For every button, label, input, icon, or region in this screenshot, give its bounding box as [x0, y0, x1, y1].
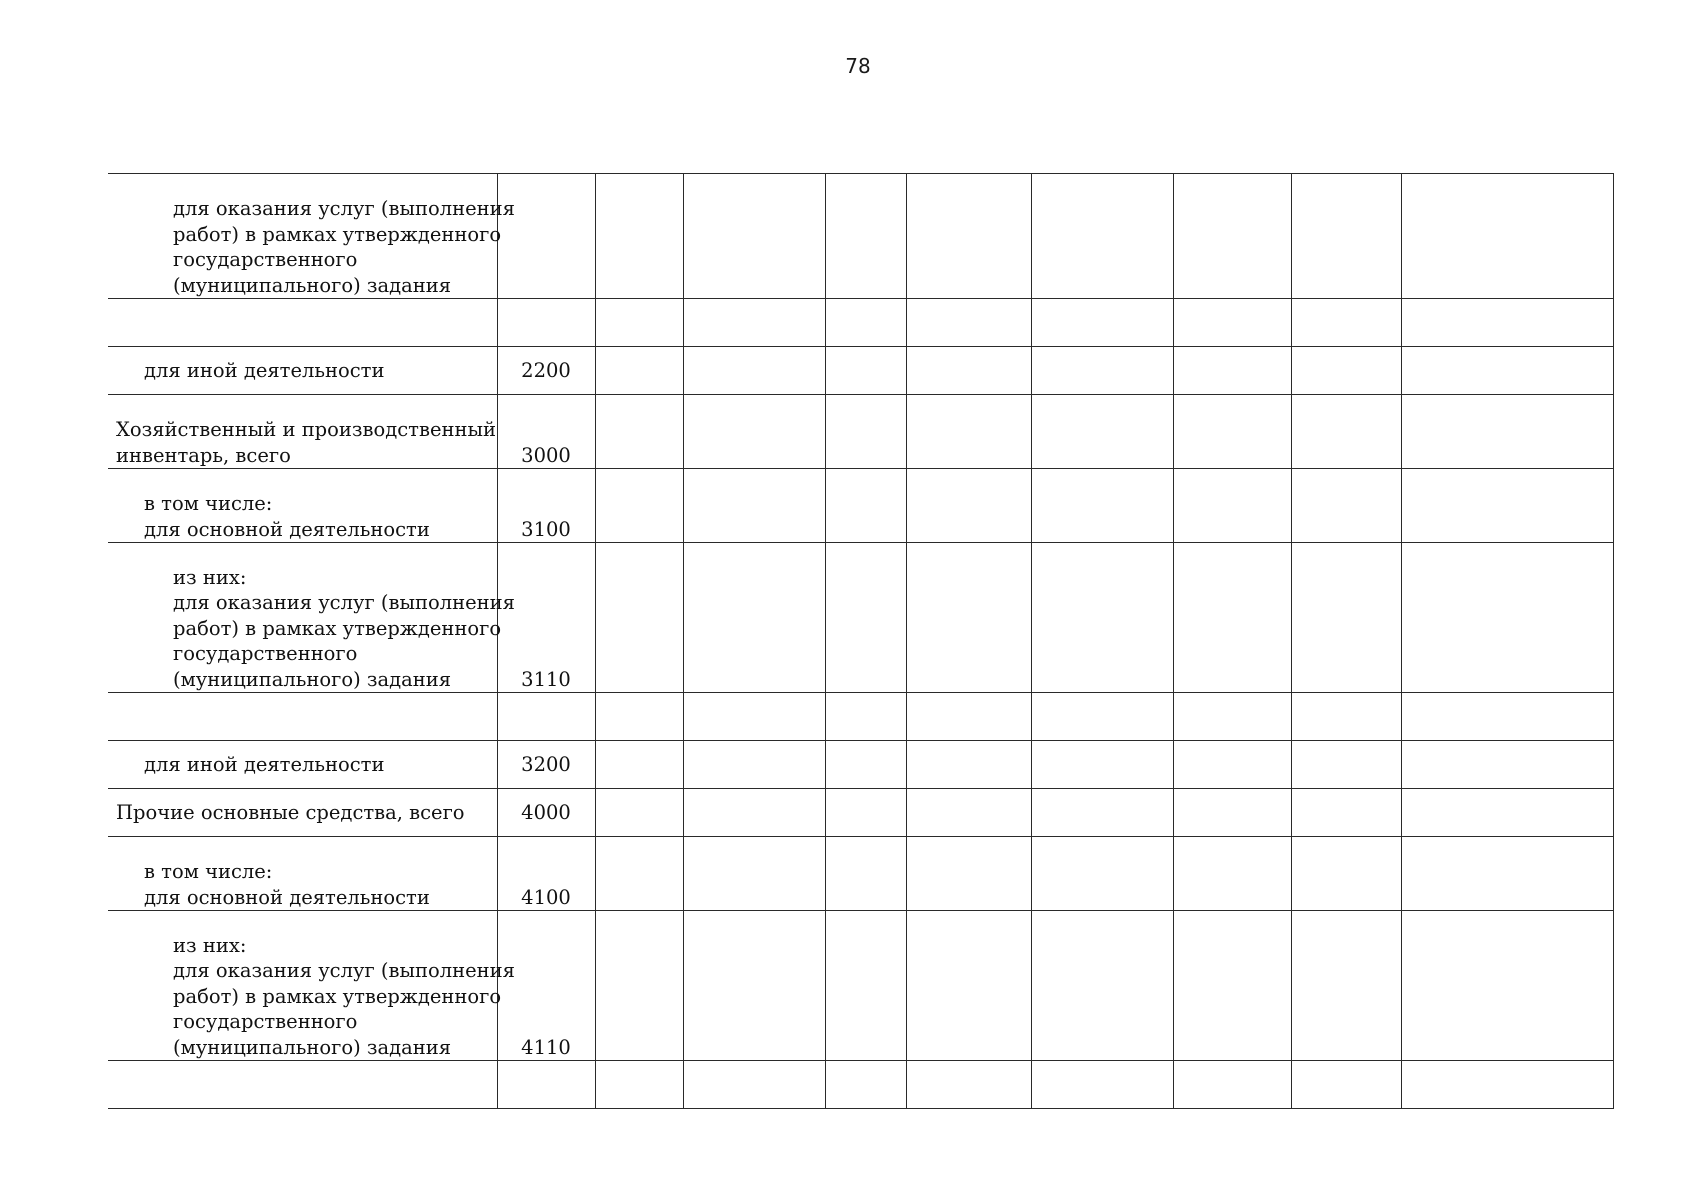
row-code-cell: 4110: [497, 911, 595, 1061]
value-cell: [595, 543, 683, 693]
value-cell: [683, 395, 825, 469]
value-cell: [595, 693, 683, 741]
row-label-line: Прочие основные средства, всего: [116, 800, 465, 824]
value-cell: [1401, 693, 1613, 741]
row-label-cell: [108, 911, 515, 1061]
row-label-line: инвентарь, всего: [116, 443, 291, 467]
value-cell: [906, 174, 1031, 299]
value-cell: [1173, 789, 1291, 837]
value-cell: [683, 174, 825, 299]
value-cell: [1173, 299, 1291, 347]
row-label-line: государственного: [173, 642, 358, 665]
page-number: 78: [845, 54, 871, 78]
value-cell: [1173, 543, 1291, 693]
table-row: [108, 911, 1613, 1061]
value-cell: [1031, 174, 1173, 299]
table-row: [108, 395, 1613, 469]
value-cell: [683, 741, 825, 789]
value-cell: [1173, 741, 1291, 789]
value-cell: [1031, 789, 1173, 837]
value-cell: [906, 469, 1031, 543]
value-cell: [1031, 347, 1173, 395]
value-cell: [825, 837, 906, 911]
value-cell: [906, 1061, 1031, 1109]
value-cell: [1291, 741, 1401, 789]
value-cell: [825, 789, 906, 837]
value-cell: [683, 789, 825, 837]
value-cell: [1031, 395, 1173, 469]
table-row: [108, 174, 1613, 299]
row-code-cell: 3100: [497, 469, 595, 543]
value-cell: [825, 395, 906, 469]
row-label-line: государственного: [173, 248, 358, 271]
value-cell: [683, 469, 825, 543]
value-cell: [1031, 837, 1173, 911]
table-row: [108, 543, 1613, 693]
value-cell: [1401, 911, 1613, 1061]
value-cell: [1401, 469, 1613, 543]
value-cell: [683, 693, 825, 741]
row-label-cell: [108, 1061, 497, 1109]
value-cell: [906, 347, 1031, 395]
report-table: [108, 173, 1614, 1109]
value-cell: [1173, 1061, 1291, 1109]
row-label-line: Хозяйственный и производственный: [116, 418, 497, 441]
table-row: [108, 693, 1613, 741]
value-cell: [1291, 837, 1401, 911]
row-label-line: (муниципального) задания: [173, 273, 452, 297]
row-code-cell: [497, 693, 595, 741]
value-cell: [906, 789, 1031, 837]
value-cell: [683, 837, 825, 911]
row-label-line: (муниципального) задания: [173, 1035, 452, 1059]
value-cell: [1031, 299, 1173, 347]
value-cell: [683, 543, 825, 693]
row-label-line: в том числе:: [144, 860, 273, 883]
row-label-line: для основной деятельности: [144, 885, 430, 909]
report-table-body: [108, 174, 1613, 1109]
row-label-line: в том числе:: [144, 492, 273, 515]
row-code-cell: 4100: [497, 837, 595, 911]
value-cell: [1173, 395, 1291, 469]
value-cell: [1401, 395, 1613, 469]
value-cell: [595, 837, 683, 911]
value-cell: [1031, 543, 1173, 693]
value-cell: [595, 174, 683, 299]
value-cell: [683, 347, 825, 395]
value-cell: [825, 911, 906, 1061]
value-cell: [1173, 469, 1291, 543]
value-cell: [906, 395, 1031, 469]
value-cell: [906, 837, 1031, 911]
value-cell: [1401, 299, 1613, 347]
row-code-cell: 3110: [497, 543, 595, 693]
row-label-line: для иной деятельности: [144, 752, 385, 776]
row-label-cell: [108, 469, 497, 543]
value-cell: [1291, 299, 1401, 347]
value-cell: [825, 347, 906, 395]
row-label-cell: [108, 347, 497, 395]
value-cell: [1173, 837, 1291, 911]
row-label-line: для основной деятельности: [144, 517, 430, 541]
row-label-line: государственного: [173, 1010, 358, 1033]
value-cell: [1291, 395, 1401, 469]
table-row: [108, 789, 1613, 837]
row-code-cell: [497, 299, 595, 347]
value-cell: [1031, 693, 1173, 741]
row-label-cell: [108, 543, 515, 693]
row-label-cell: [108, 395, 497, 469]
value-cell: [1173, 693, 1291, 741]
value-cell: [1291, 347, 1401, 395]
value-cell: [906, 741, 1031, 789]
row-label-line: для оказания услуг (выполнения: [173, 591, 515, 614]
value-cell: [683, 911, 825, 1061]
row-label-line: для оказания услуг (выполнения: [173, 959, 515, 982]
value-cell: [1291, 911, 1401, 1061]
row-code-cell: 4000: [497, 789, 595, 837]
table-row: [108, 1061, 1613, 1109]
row-label-cell: [108, 837, 497, 911]
value-cell: [1031, 469, 1173, 543]
value-cell: [1291, 174, 1401, 299]
table-row: [108, 837, 1613, 911]
row-label-cell: [108, 693, 497, 741]
row-label-cell: [108, 741, 497, 789]
value-cell: [906, 543, 1031, 693]
table-row: [108, 347, 1613, 395]
value-cell: [906, 299, 1031, 347]
value-cell: [595, 395, 683, 469]
value-cell: [825, 741, 906, 789]
value-cell: [1401, 837, 1613, 911]
row-label-line: для оказания услуг (выполнения: [173, 197, 515, 220]
value-cell: [1291, 543, 1401, 693]
value-cell: [595, 741, 683, 789]
row-label-cell: [108, 299, 497, 347]
row-label-line: для иной деятельности: [144, 358, 385, 382]
table-row: [108, 299, 1613, 347]
row-label-line: работ) в рамках утвержденного: [173, 222, 502, 246]
row-label-line: из них:: [173, 565, 247, 589]
row-label-line: работ) в рамках утвержденного: [173, 616, 502, 640]
row-code-cell: 3000: [497, 395, 595, 469]
value-cell: [1031, 1061, 1173, 1109]
value-cell: [1031, 741, 1173, 789]
value-cell: [1031, 911, 1173, 1061]
value-cell: [595, 789, 683, 837]
row-label-cell: [108, 174, 515, 299]
value-cell: [825, 174, 906, 299]
value-cell: [825, 693, 906, 741]
value-cell: [1291, 693, 1401, 741]
value-cell: [825, 1061, 906, 1109]
value-cell: [1173, 347, 1291, 395]
value-cell: [595, 299, 683, 347]
value-cell: [595, 1061, 683, 1109]
value-cell: [1401, 543, 1613, 693]
value-cell: [683, 1061, 825, 1109]
value-cell: [683, 299, 825, 347]
row-code-cell: [497, 1061, 595, 1109]
value-cell: [1173, 174, 1291, 299]
row-code-cell: [497, 174, 595, 299]
value-cell: [1291, 1061, 1401, 1109]
value-cell: [1401, 741, 1613, 789]
table-row: [108, 469, 1613, 543]
row-label-line: (муниципального) задания: [173, 667, 452, 691]
value-cell: [595, 347, 683, 395]
value-cell: [1401, 347, 1613, 395]
table-row: [108, 741, 1613, 789]
row-label-cell: [108, 789, 497, 837]
value-cell: [1401, 174, 1613, 299]
value-cell: [595, 911, 683, 1061]
row-code-cell: 3200: [497, 741, 595, 789]
value-cell: [1291, 469, 1401, 543]
value-cell: [1291, 789, 1401, 837]
value-cell: [1401, 1061, 1613, 1109]
value-cell: [595, 469, 683, 543]
value-cell: [906, 693, 1031, 741]
value-cell: [906, 911, 1031, 1061]
row-code-cell: 2200: [497, 347, 595, 395]
value-cell: [1401, 789, 1613, 837]
row-label-line: из них:: [173, 933, 247, 957]
row-label-line: работ) в рамках утвержденного: [173, 984, 502, 1008]
value-cell: [825, 543, 906, 693]
value-cell: [825, 299, 906, 347]
value-cell: [825, 469, 906, 543]
value-cell: [1173, 911, 1291, 1061]
